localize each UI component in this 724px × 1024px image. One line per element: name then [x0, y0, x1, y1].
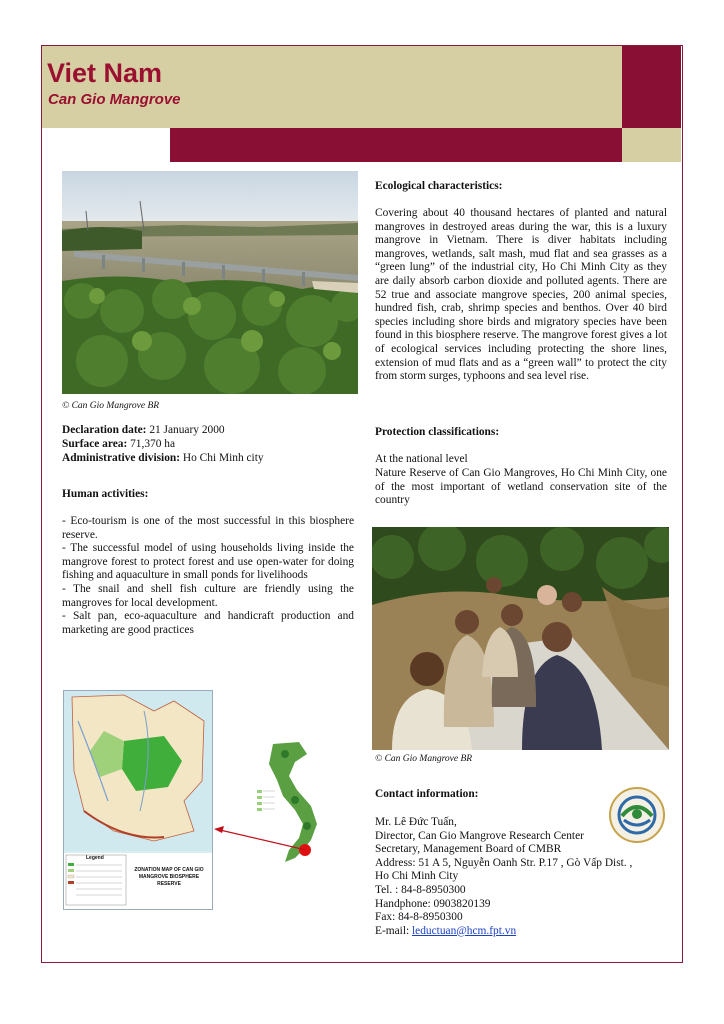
protection-heading: Protection classifications:	[375, 426, 500, 438]
ecological-text: Covering about 40 thousand hectares of planted and natural mangroves in destroyed areas during the war, this is a luxury mangrove in Vietnam. There is diver habitats including mangroves, wetlands, salt mash, mud flat and sea grasses as a “green lung” of the industrial city, Ho Chi Minh City as they are daily absorb carbon dioxide and polluted agents. There are 52 true and associate mangrove species, 200 animal species, hundred fish, crab, shrimp species and benthos. Over 40 bird species including shore birds and migratory species have been found in this biosphere reserve. The mangrove forest gives a lot of ecological services including protecting the shore lines, extension of mud flats and as a “green wall” to protect the city from storm surges, typhoons and sea level rise.	[375, 207, 667, 383]
page-title: Viet Nam	[47, 58, 163, 88]
protection-level: At the national level	[375, 453, 468, 465]
header-accent-block	[622, 46, 681, 128]
contact-address: Address: 51 A 5, Nguyễn Oanh Str. P.17 , Gò Vấp Dist. ,	[375, 856, 633, 869]
contact-role: Director, Can Gio Mangrove Research Center	[375, 829, 584, 842]
admin-label: Administrative division:	[62, 452, 181, 464]
contact-heading: Contact information:	[375, 788, 479, 800]
contact-email	[375, 925, 675, 939]
contact-address: Ho Chi Minh City	[375, 870, 459, 883]
contact-tel: Tel. : 84-8-8950300	[375, 883, 466, 896]
bridge-photo	[62, 171, 358, 394]
ecological-heading: Ecological characteristics:	[375, 180, 503, 192]
list-item: - The snail and shell fish culture are friendly using the mangroves for local development.	[62, 582, 354, 609]
human-activities-heading: Human activities:	[62, 488, 149, 500]
photo-caption: © Can Gio Mangrove BR	[62, 401, 160, 411]
photo-caption: © Can Gio Mangrove BR	[375, 754, 473, 764]
header-accent-band	[170, 128, 622, 162]
protection-description: Nature Reserve of Can Gio Mangroves, Ho Chi Minh City, one of the most important of wetland conservation site of the country	[375, 467, 667, 507]
page-subtitle: Can Gio Mangrove	[48, 91, 181, 108]
list-item: - Eco-tourism is one of the most successful in this biosphere reserve.	[62, 515, 354, 541]
email-label: E-mail:	[375, 924, 413, 937]
contact-name: Mr. Lê Đức Tuấn,	[375, 816, 457, 828]
contact-role: Secretary, Management Board of CMBR	[375, 843, 562, 856]
admin-value: Ho Chi Minh city	[180, 452, 264, 464]
surface-area	[62, 438, 175, 452]
organization-logo	[608, 786, 666, 844]
human-activities-list	[62, 515, 354, 637]
contact-fax: Fax: 84-8-8950300	[375, 911, 463, 924]
map-legend-title: Legend	[86, 855, 104, 861]
map-title-line: ZONATION MAP OF CAN GIO	[134, 867, 204, 873]
map-title	[128, 867, 210, 888]
list-item: - The successful model of using households living inside the mangrove forest to protect forest and use open-water for doing fishing and aquaculture in small ponds for livelihoods	[62, 542, 354, 582]
header-accent-square	[622, 128, 681, 162]
declaration-value: 21 January 2000	[146, 424, 225, 436]
email-link[interactable]: leductuan@hcm.fpt.vn	[412, 924, 517, 937]
zonation-map	[63, 690, 213, 910]
administrative-division	[62, 452, 264, 466]
vietnam-locator-map	[255, 740, 335, 870]
surface-value: 71,370 ha	[127, 438, 176, 450]
contact-handphone: Handphone: 0903820139	[375, 897, 491, 910]
map-title-line: MANGROVE BIOSPHERE RESERVE	[138, 874, 200, 887]
locator-arrow	[210, 810, 310, 850]
surface-label: Surface area:	[62, 438, 128, 450]
boat-photo	[372, 527, 669, 750]
declaration-date	[62, 424, 225, 438]
list-item: - Salt pan, eco-aquaculture and handicraft production and marketing are good practices	[62, 610, 354, 636]
declaration-label: Declaration date:	[62, 424, 147, 436]
